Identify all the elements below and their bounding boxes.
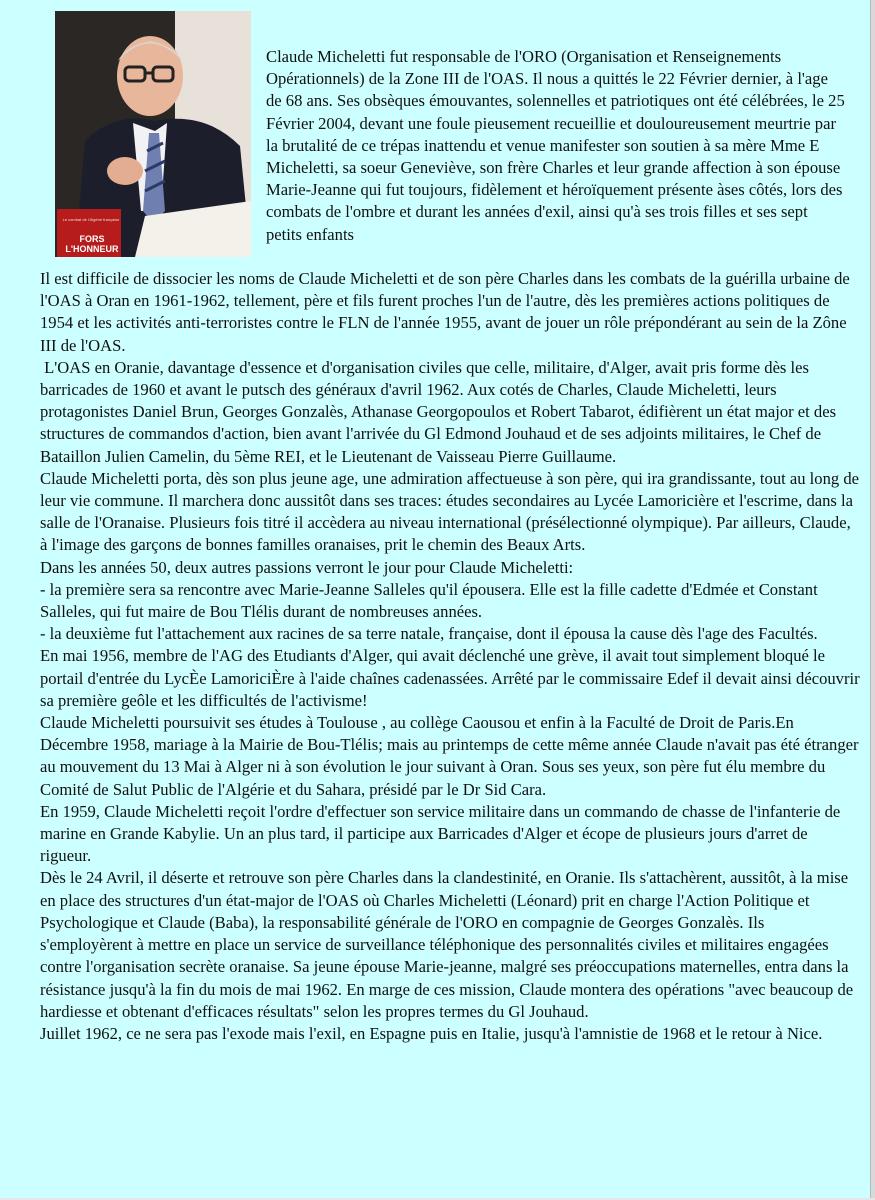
- book-cover-subtitle: Le combat de l'Algérie française: [62, 217, 120, 222]
- paragraph: - la première sera sa rencontre avec Marie-Jeanne Salleles qu'il épousera. Elle est la fille cadette d'Edmée et Constant Salleles, qui fut maire de Bou Tlélis durant de nombreuses années.: [40, 579, 818, 622]
- article-body: [40, 268, 860, 1045]
- paragraph: En 1959, Claude Micheletti reçoit l'ordre d'effectuer son service militaire dans un commando de chasse de l'infanterie de marine en Grande Kabylie. Un an plus tard, il participe aux Barricades d'Alger et écope de plusieurs jours d'arret de rigueur.: [40, 801, 841, 866]
- intro-paragraph: Claude Micheletti fut responsable de l'ORO (Organisation et Renseignements Opérationnels) de la Zone III de l'OAS. Il nous a quittés le 22 Février dernier, à l'age de 68 ans. Ses obsèques émouvantes, solennelles et patriotiques ont été célébrées, le 25 Février 2004, devant une foule pieusement recueillie et douloureusement meurtrie par la brutalité de ce trépas inattendu et venue manifester son soutien à sa mère Mme E Micheletti, sa soeur Geneviève, son frère Charles et leur grande affection à son épouse Marie-Jeanne qui fut toujours, fidèlement et héroïquement présente àses côtés, lors des combats de l'ombre et durant les années d'exil, ainsi qu'à ses trois filles et ses sept petits enfants: [266, 47, 845, 244]
- paragraph: Claude Micheletti poursuivit ses études à Toulouse , au collège Caousou et enfin à la Faculté de Droit de Paris.En Décembre 1958, mariage à la Mairie de Bou-Tlélis; mais au printemps de cette même année Claude n'avait pas été étranger au mouvement du 13 Mai à Alger ni à son évolution le jour suivant à Oran. Sous ses yeux, son père fut élu membre du Comité de Salut Public de l'Algérie et du Sahara, présidé par le Dr Sid Cara.: [40, 713, 859, 799]
- paragraph: Juillet 1962, ce ne sera pas l'exode mais l'exil, en Espagne puis en Italie, jusqu'à l'amnistie de 1968 et le retour à Nice.: [40, 1023, 823, 1043]
- paragraph: Dès le 24 Avril, il déserte et retrouve son père Charles dans la clandestinité, en Oranie. Ils s'attachèrent, aussitôt, à la mise en place des structures d'un état-major de l'OAS où Charles Micheletti (Léonard) prit en charge l'Action Politique et Psychologique et Claude (Baba), la responsabilité générale de l'ORO en compagnie de Georges Gonzalès. Ils s'employèrent à mettre en place un service de surveillance téléphonique des personnalités civiles et militaires engagées contre l'organisation secrète oranaise. Sa jeune épouse Marie-jeanne, malgré ses préoccupations maternelles, entra dans la résistance jusqu'à la fin du mois de mai 1962. En marge de ces mission, Claude montera des opérations "avec beaucoup de hardiesse et obtenant d'efficaces résultats" selon les propres termes du Gl Jouhaud.: [40, 868, 854, 1021]
- paragraph: - la deuxième fut l'attachement aux racines de sa terre natale, française, dont il épousa la cause dès l'age des Facultés.: [40, 624, 818, 644]
- window-right-edge: [870, 0, 875, 1200]
- paragraph: Dans les années 50, deux autres passions verront le jour pour Claude Micheletti:: [40, 557, 574, 577]
- portrait-photo: [55, 11, 251, 257]
- book-title-line1: FORS: [79, 234, 105, 244]
- paragraph: L'OAS en Oranie, davantage d'essence et d'organisation civiles que celle, militaire, d'Alger, avait pris forme dès les barricades de 1960 et avant le putsch des généraux d'avril 1962. Aux cotés de Charles, Claude Micheletti, leurs protagonistes Daniel Brun, Georges Gonzalès, Athanase Georgopoulos et Robert Tabarot, édifièrent un état major et des structures de commandos d'action, bien avant l'arrivée du Gl Edmond Jouhaud et de ses adjoints militaires, le Chef de Bataillon Julien Camelin, du 5ème REI, et le Lieutenant de Vaisseau Pierre Guillaume.: [40, 357, 837, 466]
- paragraph: En mai 1956, membre de l'AG des Etudiants d'Alger, qui avait déclenché une grève, il avait tout simplement bloqué le portail d'entrée du LycÈe LamoriciÈre à l'aide chaînes cadenassées. Arrêté par le commissaire Edef il devait ainsi découvrir sa première geôle et les difficultés de l'activisme!: [40, 646, 860, 710]
- book-cover-title: [63, 234, 121, 254]
- paragraph: Claude Micheletti porta, dès son plus jeune age, une admiration affectueuse à son père, qui ira grandissante, tout au long de leur vie commune. Il marchera donc aussitôt dans ses traces: études secondaires au Lycée Lamoricière et l'escrime, dans la salle de l'Oranaise. Plusieurs fois titré il accèdera au niveau international (présélectionné olympique). Par ailleurs, Claude, à l'image des garçons de bonnes familles oranaises, prit le chemin des Beaux Arts.: [40, 468, 859, 555]
- paragraph: Il est difficile de dissocier les noms de Claude Micheletti et de son père Charles dans les combats de la guérilla urbaine de l'OAS à Oran en 1961-1962, tellement, père et fils furent proches l'un de l'autre, dès les premières actions politiques de 1954 et les activités anti-terroristes contre le FLN de l'année 1955, avant de jouer un rôle prépondérant au sein de la Zône III de l'OAS.: [40, 269, 850, 355]
- book-title-line2: L'HONNEUR: [65, 244, 119, 254]
- intro-text: [266, 46, 846, 246]
